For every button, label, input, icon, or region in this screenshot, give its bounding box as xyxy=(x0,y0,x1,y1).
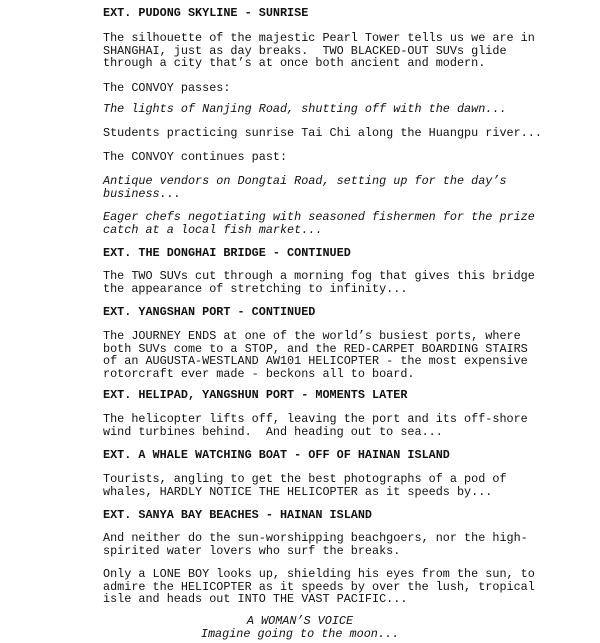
action-paragraph: The TWO SUVs cut through a morning fog that gives this bridge the appearance of stretching to infinity... xyxy=(103,269,535,296)
action-paragraph: Only a LONE BOY looks up, shielding his eyes from the sun, to admire the HELICOPTER as it speeds by over the lush, tropical isle and heads out INTO THE VAST PACIFIC... xyxy=(103,567,535,607)
action-paragraph: The JOURNEY ENDS at one of the world’s busiest ports, where both SUVs come to a STOP, and the RED-CARPET BOARDING STAIRS of an AUGUSTA-WESTLAND AW101 HELICOPTER - the most expensive rotorcraft ever made - beckons all to board. xyxy=(103,329,528,381)
action-paragraph: The CONVOY passes: xyxy=(103,81,231,95)
dialogue-line: Imagine going to the moon... xyxy=(200,627,400,641)
italic-action-paragraph: The lights of Nanjing Road, shutting off with the dawn... xyxy=(103,102,507,116)
italic-action-paragraph: Antique vendors on Dongtai Road, setting up for the day’s business... xyxy=(103,174,507,201)
action-paragraph: The CONVOY continues past: xyxy=(103,150,288,164)
dialogue-character-name: A WOMAN’S VOICE xyxy=(246,614,354,628)
scene-heading: EXT. YANGSHAN PORT - CONTINUED xyxy=(103,305,316,319)
action-paragraph: And neither do the sun-worshipping beachgoers, nor the high- spirited water lovers who surf the breaks. xyxy=(103,531,528,558)
action-paragraph: Tourists, angling to get the best photographs of a pod of whales, HARDLY NOTICE THE HELICOPTER as it speeds by... xyxy=(103,472,507,499)
action-paragraph: Students practicing sunrise Tai Chi along the Huangpu river... xyxy=(103,126,542,140)
scene-heading: EXT. SANYA BAY BEACHES - HAINAN ISLAND xyxy=(103,508,373,522)
scene-heading: EXT. THE DONGHAI BRIDGE - CONTINUED xyxy=(103,246,351,260)
scene-heading: EXT. PUDONG SKYLINE - SUNRISE xyxy=(103,6,309,20)
italic-action-paragraph: Eager chefs negotiating with seasoned fishermen for the prize catch at a local fish market... xyxy=(103,210,535,237)
action-paragraph: The helicopter lifts off, leaving the port and its off-shore wind turbines behind. And heading out to sea... xyxy=(103,412,528,439)
scene-heading: EXT. HELIPAD, YANGSHUN PORT - MOMENTS LATER xyxy=(103,388,408,402)
scene-heading: EXT. A WHALE WATCHING BOAT - OFF OF HAINAN ISLAND xyxy=(103,448,450,462)
action-paragraph: The silhouette of the majestic Pearl Tower tells us we are in SHANGHAI, just as day breaks. TWO BLACKED-OUT SUVs glide through a city that’s at once both ancient and modern. xyxy=(103,31,535,71)
